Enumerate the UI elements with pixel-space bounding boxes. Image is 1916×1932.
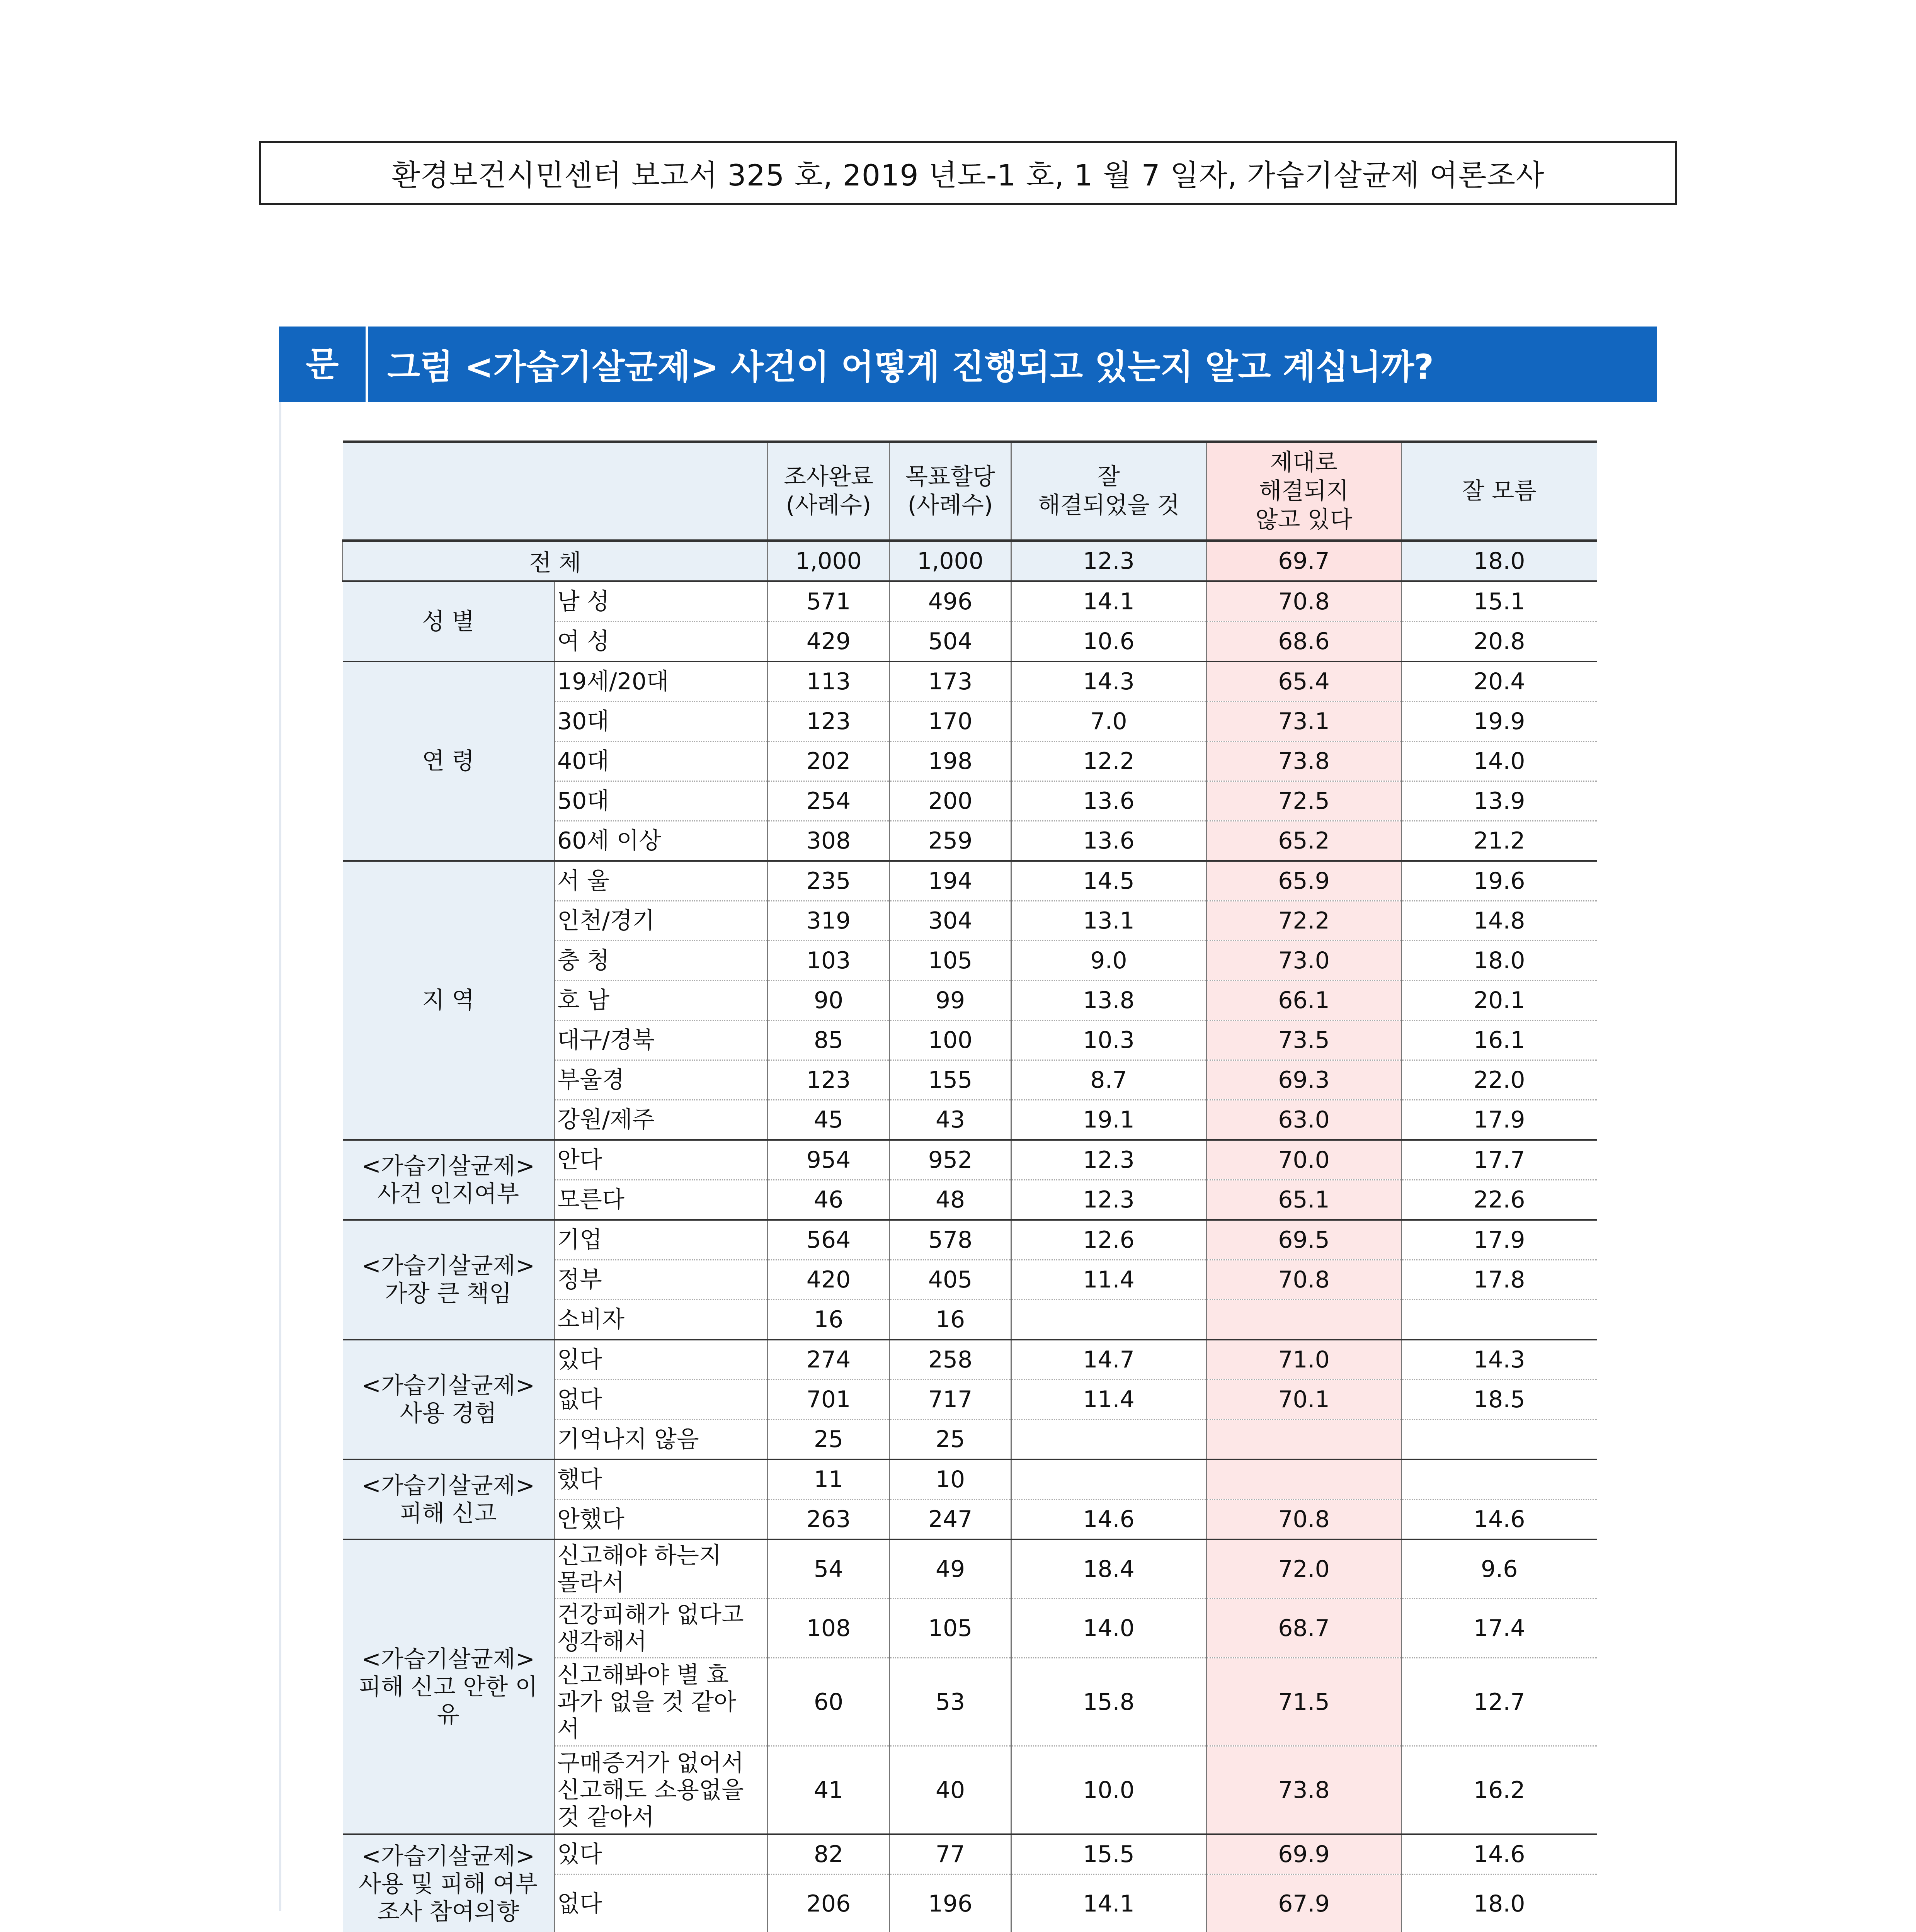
cell-not-resolved: 73.8: [1206, 1746, 1402, 1835]
cell-completed: 202: [768, 742, 890, 781]
group-label: <가습기살균제> 피해 신고: [343, 1459, 555, 1539]
cell-resolved: 13.1: [1011, 901, 1206, 941]
cell-resolved: 7.0: [1011, 702, 1206, 742]
cell-completed: 103: [768, 941, 890, 981]
table-row: [343, 1220, 1597, 1260]
cell-not-resolved: 68.7: [1206, 1599, 1402, 1658]
row-label: 안했다: [555, 1500, 768, 1540]
cell-unknown: 17.4: [1402, 1599, 1597, 1658]
col-header-target: 목표할당 (사례수): [890, 442, 1011, 541]
group-label: 성 별: [343, 582, 555, 662]
cell-target: 105: [890, 1599, 1011, 1658]
cell-unknown: 13.9: [1402, 781, 1597, 821]
cell-not-resolved: 70.8: [1206, 1500, 1402, 1540]
total-label: 전 체: [343, 541, 768, 582]
cell-resolved: 12.6: [1011, 1220, 1206, 1260]
row-label: 신고해봐야 별 효 과가 없을 것 같아 서: [555, 1658, 768, 1746]
cell-not-resolved: 65.1: [1206, 1180, 1402, 1220]
cell-not-resolved: 69.9: [1206, 1834, 1402, 1874]
cell-unknown: 21.2: [1402, 821, 1597, 861]
cell-completed: 54: [768, 1539, 890, 1599]
cell-completed: 41: [768, 1746, 890, 1835]
group-label: 연 령: [343, 662, 555, 861]
survey-table: [342, 440, 1597, 1932]
cell-not-resolved: 65.9: [1206, 861, 1402, 901]
cell-completed: 319: [768, 901, 890, 941]
cell-not-resolved: 72.5: [1206, 781, 1402, 821]
total-completed: 1,000: [768, 541, 890, 582]
cell-not-resolved: 72.0: [1206, 1539, 1402, 1599]
cell-target: 304: [890, 901, 1011, 941]
cell-completed: 571: [768, 582, 890, 622]
group-label: <가습기살균제> 피해 신고 안한 이 유: [343, 1539, 555, 1834]
row-label: 있다: [555, 1834, 768, 1874]
cell-resolved: 12.3: [1011, 1140, 1206, 1180]
cell-target: 194: [890, 861, 1011, 901]
cell-not-resolved: 65.2: [1206, 821, 1402, 861]
cell-resolved: [1011, 1420, 1206, 1460]
cell-unknown: 18.5: [1402, 1380, 1597, 1420]
cell-completed: 90: [768, 981, 890, 1020]
cell-not-resolved: 69.3: [1206, 1060, 1402, 1100]
row-label: 신고해야 하는지 몰라서: [555, 1539, 768, 1599]
cell-unknown: 22.0: [1402, 1060, 1597, 1100]
cell-resolved: 13.6: [1011, 821, 1206, 861]
cell-target: 43: [890, 1100, 1011, 1140]
cell-completed: 85: [768, 1020, 890, 1060]
row-label: 기억나지 않음: [555, 1420, 768, 1460]
cell-unknown: [1402, 1300, 1597, 1340]
row-label: 건강피해가 없다고 생각해서: [555, 1599, 768, 1658]
row-label: 소비자: [555, 1300, 768, 1340]
cell-completed: 429: [768, 622, 890, 662]
row-label: 강원/제주: [555, 1100, 768, 1140]
cell-not-resolved: 67.9: [1206, 1874, 1402, 1932]
left-margin-rule: [279, 402, 281, 1911]
group-label: <가습기살균제> 사용 및 피해 여부 조사 참여의향: [343, 1834, 555, 1932]
row-label: 50대: [555, 781, 768, 821]
cell-target: 40: [890, 1746, 1011, 1835]
cell-target: 48: [890, 1180, 1011, 1220]
cell-target: 99: [890, 981, 1011, 1020]
cell-unknown: 17.8: [1402, 1260, 1597, 1300]
cell-resolved: 19.1: [1011, 1100, 1206, 1140]
cell-target: 77: [890, 1834, 1011, 1874]
cell-unknown: 12.7: [1402, 1658, 1597, 1746]
cell-not-resolved: 73.0: [1206, 941, 1402, 981]
cell-resolved: [1011, 1300, 1206, 1340]
cell-resolved: 11.4: [1011, 1380, 1206, 1420]
cell-unknown: 16.2: [1402, 1746, 1597, 1835]
cell-resolved: 15.5: [1011, 1834, 1206, 1874]
cell-resolved: 9.0: [1011, 941, 1206, 981]
row-label: 정부: [555, 1260, 768, 1300]
group-label: 지 역: [343, 861, 555, 1140]
row-label: 했다: [555, 1459, 768, 1500]
cell-completed: 263: [768, 1500, 890, 1540]
cell-unknown: 22.6: [1402, 1180, 1597, 1220]
cell-not-resolved: 63.0: [1206, 1100, 1402, 1140]
cell-completed: 564: [768, 1220, 890, 1260]
cell-target: 952: [890, 1140, 1011, 1180]
row-label: 60세 이상: [555, 821, 768, 861]
group-label: <가습기살균제> 사건 인지여부: [343, 1140, 555, 1220]
col-header-resolved: 잘 해결되었을 것: [1011, 442, 1206, 541]
cell-unknown: 19.6: [1402, 861, 1597, 901]
cell-target: 16: [890, 1300, 1011, 1340]
cell-resolved: 12.2: [1011, 742, 1206, 781]
cell-completed: 254: [768, 781, 890, 821]
col-header-unknown: 잘 모름: [1402, 442, 1597, 541]
cell-completed: 701: [768, 1380, 890, 1420]
cell-not-resolved: 68.6: [1206, 622, 1402, 662]
cell-target: 496: [890, 582, 1011, 622]
row-label: 있다: [555, 1340, 768, 1380]
cell-completed: 113: [768, 662, 890, 702]
cell-unknown: 19.9: [1402, 702, 1597, 742]
row-label: 없다: [555, 1874, 768, 1932]
cell-completed: 108: [768, 1599, 890, 1658]
row-label: 19세/20대: [555, 662, 768, 702]
cell-completed: 46: [768, 1180, 890, 1220]
cell-completed: 82: [768, 1834, 890, 1874]
cell-target: 25: [890, 1420, 1011, 1460]
cell-not-resolved: [1206, 1300, 1402, 1340]
cell-target: 170: [890, 702, 1011, 742]
total-not-resolved: 69.7: [1206, 541, 1402, 582]
row-label: 인천/경기: [555, 901, 768, 941]
question-bar: [279, 327, 1657, 402]
cell-resolved: 11.4: [1011, 1260, 1206, 1300]
table-row: [343, 662, 1597, 702]
cell-not-resolved: 70.8: [1206, 1260, 1402, 1300]
cell-not-resolved: 71.0: [1206, 1340, 1402, 1380]
cell-target: 53: [890, 1658, 1011, 1746]
cell-not-resolved: 65.4: [1206, 662, 1402, 702]
table-row: [343, 582, 1597, 622]
cell-unknown: 14.8: [1402, 901, 1597, 941]
group-label: <가습기살균제> 사용 경험: [343, 1340, 555, 1459]
cell-completed: 45: [768, 1100, 890, 1140]
cell-resolved: 18.4: [1011, 1539, 1206, 1599]
table-row: [343, 1539, 1597, 1599]
cell-target: 173: [890, 662, 1011, 702]
cell-completed: 206: [768, 1874, 890, 1932]
row-label: 30대: [555, 702, 768, 742]
cell-not-resolved: 69.5: [1206, 1220, 1402, 1260]
cell-unknown: 18.0: [1402, 1874, 1597, 1932]
cell-not-resolved: 70.1: [1206, 1380, 1402, 1420]
row-label: 서 울: [555, 861, 768, 901]
table-row: [343, 861, 1597, 901]
cell-target: 258: [890, 1340, 1011, 1380]
row-label: 모른다: [555, 1180, 768, 1220]
cell-not-resolved: 70.0: [1206, 1140, 1402, 1180]
table-row: [343, 1459, 1597, 1500]
cell-unknown: [1402, 1459, 1597, 1500]
cell-not-resolved: 71.5: [1206, 1658, 1402, 1746]
cell-unknown: 20.1: [1402, 981, 1597, 1020]
cell-completed: 123: [768, 1060, 890, 1100]
cell-resolved: 14.3: [1011, 662, 1206, 702]
question-label: 문: [279, 327, 368, 402]
cell-target: 247: [890, 1500, 1011, 1540]
total-target: 1,000: [890, 541, 1011, 582]
cell-resolved: 12.3: [1011, 1180, 1206, 1220]
cell-target: 100: [890, 1020, 1011, 1060]
cell-resolved: 10.3: [1011, 1020, 1206, 1060]
cell-not-resolved: 72.2: [1206, 901, 1402, 941]
cell-not-resolved: [1206, 1459, 1402, 1500]
cell-unknown: 20.4: [1402, 662, 1597, 702]
cell-completed: 11: [768, 1459, 890, 1500]
cell-unknown: 14.6: [1402, 1500, 1597, 1540]
cell-completed: 308: [768, 821, 890, 861]
cell-target: 155: [890, 1060, 1011, 1100]
cell-unknown: 16.1: [1402, 1020, 1597, 1060]
cell-unknown: 14.3: [1402, 1340, 1597, 1380]
table-row: [343, 1140, 1597, 1180]
cell-target: 717: [890, 1380, 1011, 1420]
cell-unknown: 14.6: [1402, 1834, 1597, 1874]
cell-completed: 235: [768, 861, 890, 901]
cell-resolved: 14.1: [1011, 582, 1206, 622]
cell-completed: 123: [768, 702, 890, 742]
row-label: 충 청: [555, 941, 768, 981]
cell-resolved: 13.8: [1011, 981, 1206, 1020]
total-resolved: 12.3: [1011, 541, 1206, 582]
row-label: 여 성: [555, 622, 768, 662]
cell-target: 196: [890, 1874, 1011, 1932]
cell-unknown: 18.0: [1402, 941, 1597, 981]
cell-unknown: 9.6: [1402, 1539, 1597, 1599]
cell-target: 405: [890, 1260, 1011, 1300]
cell-resolved: 14.5: [1011, 861, 1206, 901]
row-label: 없다: [555, 1380, 768, 1420]
row-label: 안다: [555, 1140, 768, 1180]
report-header: [259, 141, 1677, 205]
cell-unknown: 20.8: [1402, 622, 1597, 662]
cell-completed: 954: [768, 1140, 890, 1180]
cell-unknown: 17.9: [1402, 1220, 1597, 1260]
row-label: 기업: [555, 1220, 768, 1260]
cell-completed: 25: [768, 1420, 890, 1460]
table-row: [343, 1834, 1597, 1874]
cell-resolved: [1011, 1459, 1206, 1500]
cell-target: 198: [890, 742, 1011, 781]
cell-target: 504: [890, 622, 1011, 662]
cell-target: 200: [890, 781, 1011, 821]
group-label: <가습기살균제> 가장 큰 책임: [343, 1220, 555, 1340]
cell-completed: 60: [768, 1658, 890, 1746]
cell-target: 259: [890, 821, 1011, 861]
row-label: 대구/경북: [555, 1020, 768, 1060]
cell-not-resolved: 73.5: [1206, 1020, 1402, 1060]
row-label: 40대: [555, 742, 768, 781]
row-label: 남 성: [555, 582, 768, 622]
cell-target: 105: [890, 941, 1011, 981]
col-header-completed: 조사완료 (사례수): [768, 442, 890, 541]
header-blank-cell: [343, 442, 768, 541]
cell-target: 578: [890, 1220, 1011, 1260]
cell-completed: 420: [768, 1260, 890, 1300]
col-header-not-resolved: 제대로 해결되지 않고 있다: [1206, 442, 1402, 541]
cell-unknown: 17.7: [1402, 1140, 1597, 1180]
cell-resolved: 14.0: [1011, 1599, 1206, 1658]
cell-resolved: 14.7: [1011, 1340, 1206, 1380]
cell-target: 49: [890, 1539, 1011, 1599]
cell-unknown: 17.9: [1402, 1100, 1597, 1140]
cell-resolved: 10.0: [1011, 1746, 1206, 1835]
cell-resolved: 8.7: [1011, 1060, 1206, 1100]
question-text: 그럼 <가습기살균제> 사건이 어떻게 진행되고 있는지 알고 계십니까?: [387, 347, 1434, 387]
cell-not-resolved: [1206, 1420, 1402, 1460]
table-row-total: [343, 541, 1597, 582]
cell-not-resolved: 70.8: [1206, 582, 1402, 622]
table-row: [343, 1340, 1597, 1380]
row-label: 부울경: [555, 1060, 768, 1100]
cell-target: 10: [890, 1459, 1011, 1500]
cell-resolved: 14.6: [1011, 1500, 1206, 1540]
cell-resolved: 13.6: [1011, 781, 1206, 821]
cell-not-resolved: 66.1: [1206, 981, 1402, 1020]
cell-unknown: 15.1: [1402, 582, 1597, 622]
table-header-row: [343, 442, 1597, 541]
cell-unknown: 14.0: [1402, 742, 1597, 781]
row-label: 구매증거가 없어서 신고해도 소용없을 것 같아서: [555, 1746, 768, 1835]
row-label: 호 남: [555, 981, 768, 1020]
total-unknown: 18.0: [1402, 541, 1597, 582]
cell-not-resolved: 73.8: [1206, 742, 1402, 781]
report-header-text: 환경보건시민센터 보고서 325 호, 2019 년도-1 호, 1 월 7 일자, 가습기살균제 여론조사: [391, 158, 1545, 192]
cell-resolved: 14.1: [1011, 1874, 1206, 1932]
cell-not-resolved: 73.1: [1206, 702, 1402, 742]
cell-unknown: [1402, 1420, 1597, 1460]
cell-resolved: 15.8: [1011, 1658, 1206, 1746]
cell-resolved: 10.6: [1011, 622, 1206, 662]
cell-completed: 274: [768, 1340, 890, 1380]
cell-completed: 16: [768, 1300, 890, 1340]
